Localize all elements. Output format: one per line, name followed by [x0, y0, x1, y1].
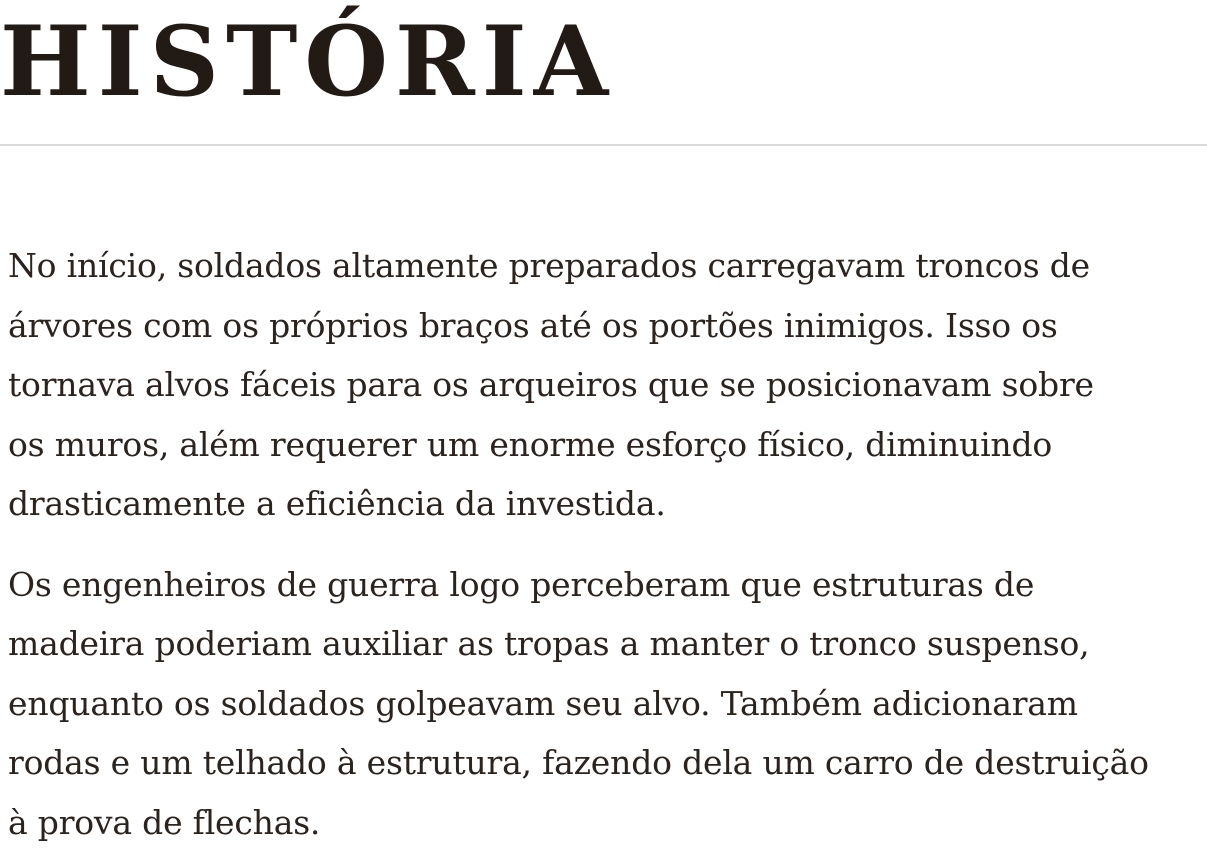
paragraph-2-line-4: rodas e um telhado à estrutura, fazendo dela um carro de destruição: [8, 743, 1149, 782]
paragraph-1-line-2: árvores com os próprios braços até os portões inimigos. Isso os: [8, 306, 1058, 345]
paragraph-1-line-3: tornava alvos fáceis para os arqueiros que se posicionavam sobre: [8, 365, 1094, 404]
paragraph-1-line-1: No início, soldados altamente preparados carregavam troncos de: [8, 246, 1090, 285]
title-divider: [0, 144, 1207, 146]
paragraph-1-line-5: drasticamente a eficiência da investida.: [8, 484, 666, 523]
history-paragraph-2: [8, 555, 1198, 852]
paragraph-2-line-3: enquanto os soldados golpeavam seu alvo. Também adicionaram: [8, 684, 1078, 723]
article-body: [8, 236, 1198, 852]
paragraph-2-line-5: à prova de flechas.: [8, 803, 320, 842]
page-title: HISTÓRIA: [0, 14, 615, 110]
history-paragraph-1: [8, 236, 1198, 534]
paragraph-2-line-2: madeira poderiam auxiliar as tropas a manter o tronco suspenso,: [8, 624, 1089, 663]
paragraph-1-line-4: os muros, além requerer um enorme esforço físico, diminuindo: [8, 425, 1052, 464]
paragraph-2-line-1: Os engenheiros de guerra logo perceberam que estruturas de: [8, 565, 1034, 604]
